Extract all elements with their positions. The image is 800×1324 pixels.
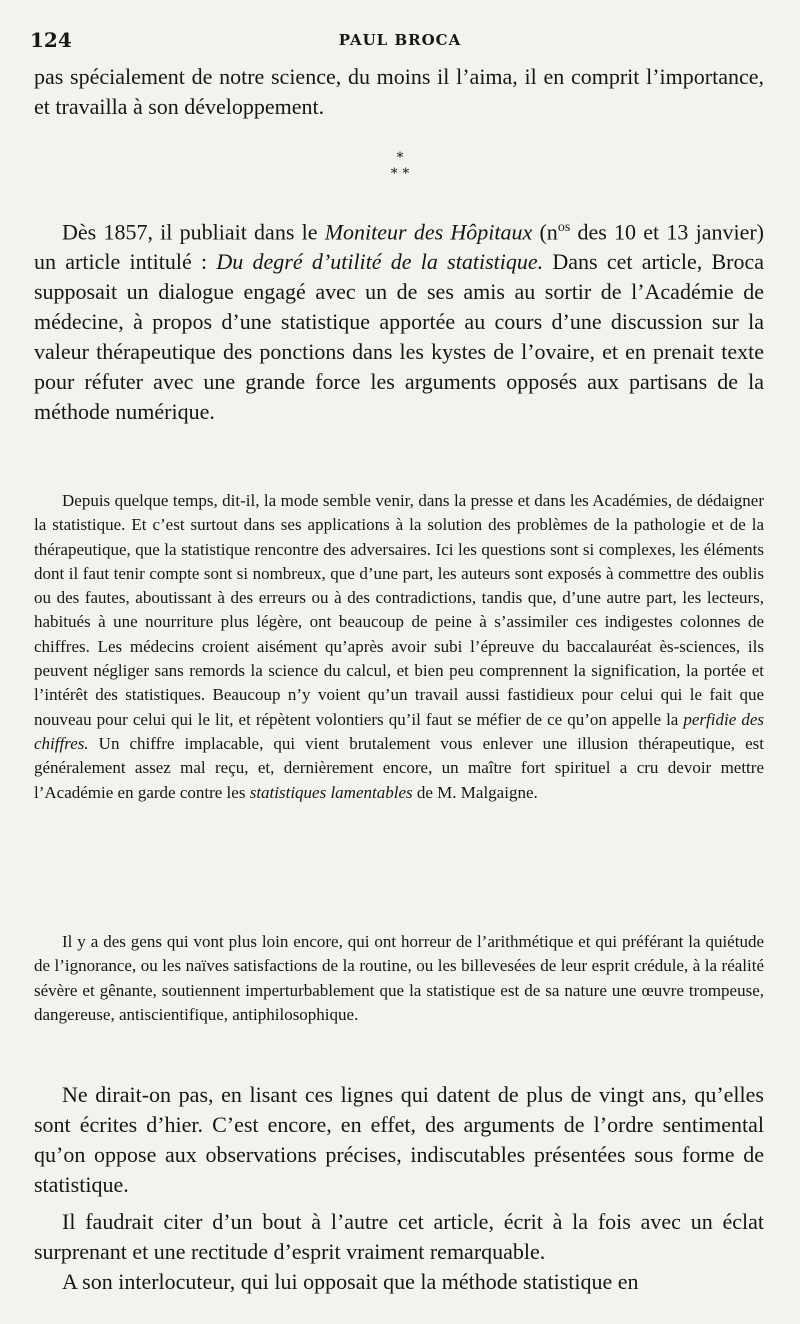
quote-paragraph-1 [34,489,764,805]
quote-paragraph-2: Il y a des gens qui vont plus loin encore, qui ont horreur de l’arithmétique et qui préférant la quiétude de l’ignorance, ou les naïves satisfactions de la routine, ou les billevesées de leur esprit crédule, à la réalité sévère et gênante, soutiennent imperturbablement que la statistique est de sa nature une œuvre trompeuse, dangereuse, antiscientifique, antiphilosophique. [34,932,764,1024]
running-title: PAUL BROCA [338,31,462,49]
section-separator [370,150,430,182]
para1-text-2: (n [532,219,558,245]
para1-text-4: Dans cet article, Broca supposait un dialogue engagé avec un de ses amis au sortir de l’Académie de médecine, à propos d’une statistique apportée au cours d’une discussion sur la valeur thérapeutique des ponctions dans les kystes de l’ovaire, et en prenait texte pour réfuter avec une grande force les arguments opposés aux partisans de la méthode numérique. [34,249,764,425]
paragraph-il-faudrait: Il faudrait citer d’un bout à l’autre cet article, écrit à la fois avec un éclat surprenant et une rectitude d’esprit vraiment remarquable. [34,1209,764,1264]
quote1-text-1: Depuis quelque temps, dit-il, la mode semble venir, dans la presse et dans les Académies, de dédaigner la statistique. Et c’est surtout dans ses applications à la solution des problèmes de la pathologie et de la thérapeutique, que la statistique rencontre des adversaires. Ici les questions sont si complexes, les éléments dont il faut tenir compte sont si nombreux, que d’une part, les auteurs sont exposés à commettre des oublis ou des fautes, aboutissant à des erreurs ou à des contradictions, tandis que, d’une autre part, les lecteurs, habitués à une nourriture plus légère, ont beaucoup de peine à s’assimiler ces indigestes colonnes de chiffres. Les médecins croient aisément qu’après avoir subi l’épreuve du baccalauréat ès-sciences, ils peuvent négliger sans remords la science du calcul, et bien peu comprennent la signification, la portée et l’intérêt des statistiques. Beaucoup n’y voient qu’un travail aussi fastidieux pour celui qui le fait que nouveau pour celui qui le lit, et répètent volontiers qu’il faut se méfier de ce qu’on appelle la [34,491,764,729]
separator-top-asterisk: * [396,150,404,166]
article-title-italic: Du degré d’utilité de la statistique. [216,249,544,275]
intro-paragraph: pas spécialement de notre science, du moins il l’aima, il en comprit l’importance, et travailla à son développement. [34,64,764,119]
numero-superscript: os [557,220,571,235]
journal-title-italic: Moniteur des Hôpitaux [324,219,533,245]
paragraph-interlocuteur: A son interlocuteur, qui lui opposait que la méthode statistique en [62,1269,639,1294]
perfidie-italic: perfidie des chiffres. [34,709,764,753]
separator-bottom-asterisks: * * [390,166,410,182]
quote1-text-3: de M. Malgaigne. [412,782,538,802]
page-number: 124 [30,28,72,52]
para1-text-3: des 10 et 13 janvier) un article intitulé : [34,219,765,275]
quote1-text-2: Un chiffre implacable, qui vient brutalement vous enlever une illusion thérapeutique, est généralement assez mal reçu, et, dernièrement encore, un maître fort spirituel a cru devoir mettre l’Académie en garde contre les [34,733,764,802]
statistiques-lamentables-italic: statistiques lamentables [249,782,413,802]
paragraph-moniteur [34,213,764,427]
page-header [30,28,770,52]
para1-text-1: Dès 1857, il publiait dans le [62,219,325,245]
paragraph-ne-dirait: Ne dirait-on pas, en lisant ces lignes qui datent de plus de vingt ans, qu’elles sont écrites d’hier. C’est encore, en effet, des arguments de l’ordre sentimental qu’on oppose aux observations précises, indiscutables présentées sous forme de statistique. [34,1082,764,1197]
